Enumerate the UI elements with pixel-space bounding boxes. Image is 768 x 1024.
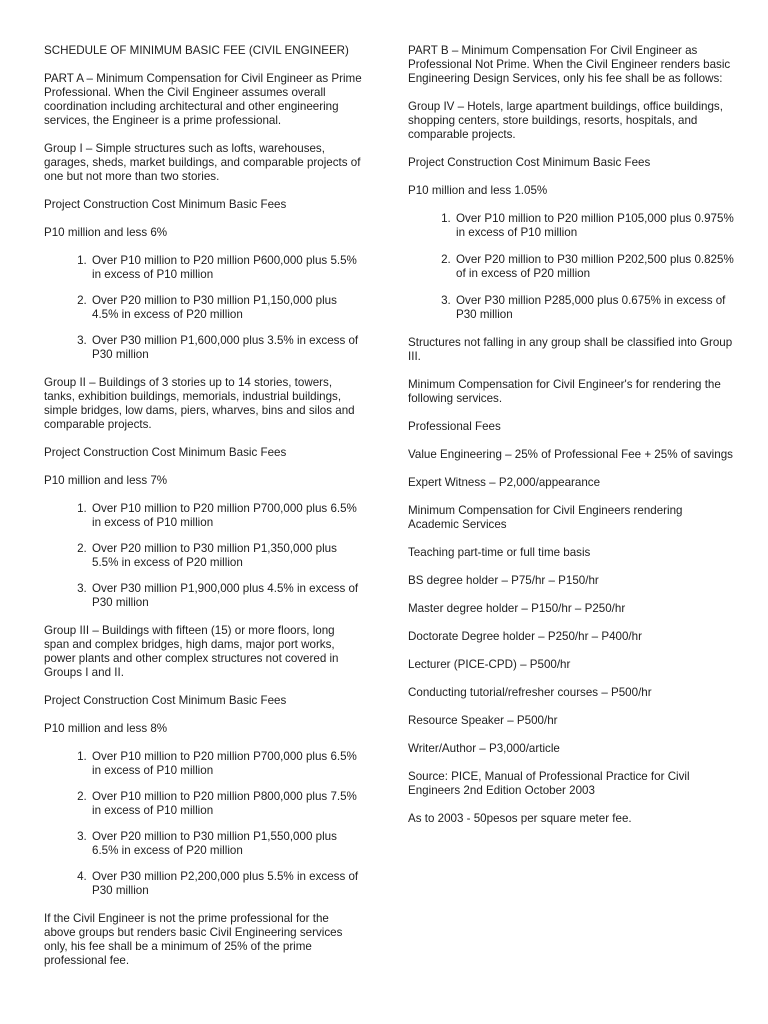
document-title: SCHEDULE OF MINIMUM BASIC FEE (CIVIL ENGINEER) (44, 44, 349, 57)
lecturer-rate: Lecturer (PICE-CPD) – P500/hr (408, 658, 571, 671)
master-degree-rate: Master degree holder – P150/hr – P250/hr (408, 602, 626, 615)
closing-paragraph: If the Civil Engineer is not the prime professional for the above groups but renders basic Civil Engineering services only, his fee shall be a minimum of 25% of the prime professional fee. (44, 912, 343, 967)
part-a-paragraph: PART A – Minimum Compensation for Civil Engineer as Prime Professional. When the Civil Engineer assumes overall coordination including architectural and other engineering services, the Engineer is a prime professional. (44, 72, 362, 127)
group-1-fee-list (44, 254, 362, 362)
list-item: 3. Over P30 million P1,600,000 plus 3.5% in excess of P30 million (90, 334, 362, 362)
doctorate-degree-rate: Doctorate Degree holder – P250/hr – P400/hr (408, 630, 642, 643)
writer-author-rate: Writer/Author – P3,000/article (408, 742, 560, 755)
group-1-description: Group I – Simple structures such as lofts, warehouses, garages, sheds, market buildings, and comparable projects of one but not more than two stories. (44, 142, 361, 183)
list-item: 1. Over P10 million to P20 million P600,000 plus 5.5% in excess of P10 million (90, 254, 362, 282)
group-3-table-header: Project Construction Cost Minimum Basic Fees (44, 694, 287, 707)
bs-degree-rate: BS degree holder – P75/hr – P150/hr (408, 574, 599, 587)
list-item: 2. Over P20 million to P30 million P1,150,000 plus 4.5% in excess of P20 million (90, 294, 362, 322)
source-citation: Source: PICE, Manual of Professional Practice for Civil Engineers 2nd Edition October 2003 (408, 770, 690, 797)
group-2-base-fee: P10 million and less 7% (44, 474, 168, 487)
group-4-fee-list (408, 212, 734, 322)
group-4-table-header: Project Construction Cost Minimum Basic Fees (408, 156, 651, 169)
group-2-fee-list (44, 502, 362, 610)
list-item: 2. Over P20 million to P30 million P202,500 plus 0.825% of in excess of P20 million (454, 253, 734, 281)
value-engineering-fee: Value Engineering – 25% of Professional Fee + 25% of savings (408, 448, 733, 461)
list-item: 3. Over P20 million to P30 million P1,550,000 plus 6.5% in excess of P20 million (90, 830, 362, 858)
group-4-base-fee: P10 million and less 1.05% (408, 184, 548, 197)
group-2-description: Group II – Buildings of 3 stories up to 14 stories, towers, tanks, exhibition buildings, memorials, industrial buildings, simple bridges, low dams, piers, wharves, bins and silos and comparable projects. (44, 376, 355, 431)
list-item: 2. Over P20 million to P30 million P1,350,000 plus 5.5% in excess of P20 million (90, 542, 362, 570)
group-1-table-header: Project Construction Cost Minimum Basic Fees (44, 198, 287, 211)
group-3-base-fee: P10 million and less 8% (44, 722, 168, 735)
academic-services-heading: Minimum Compensation for Civil Engineers rendering Academic Services (408, 504, 683, 531)
group-3-description: Group III – Buildings with fifteen (15) or more floors, long span and complex bridges, high dams, major port works, power plants and other complex structures not covered in Groups I and II. (44, 624, 339, 679)
group-4-description: Group IV – Hotels, large apartment buildings, office buildings, shopping centers, store buildings, resorts, hospitals, and comparable projects. (408, 100, 723, 141)
list-item: 2. Over P10 million to P20 million P800,000 plus 7.5% in excess of P10 million (90, 790, 362, 818)
group-3-fee-list (44, 750, 362, 898)
expert-witness-fee: Expert Witness – P2,000/appearance (408, 476, 601, 489)
right-column (408, 44, 734, 840)
list-item: 1. Over P10 million to P20 million P105,000 plus 0.975% in excess of P10 million (454, 212, 734, 240)
group-2-table-header: Project Construction Cost Minimum Basic Fees (44, 446, 287, 459)
group-1-base-fee: P10 million and less 6% (44, 226, 168, 239)
left-column (44, 44, 362, 982)
services-compensation-heading: Minimum Compensation for Civil Engineer's for rendering the following services. (408, 378, 721, 405)
list-item: 1. Over P10 million to P20 million P700,000 plus 6.5% in excess of P10 million (90, 750, 362, 778)
teaching-basis: Teaching part-time or full time basis (408, 546, 591, 559)
tutorial-rate: Conducting tutorial/refresher courses – P500/hr (408, 686, 652, 699)
list-item: 3. Over P30 million P285,000 plus 0.675% in excess of P30 million (454, 294, 734, 322)
professional-fees-heading: Professional Fees (408, 420, 501, 433)
resource-speaker-rate: Resource Speaker – P500/hr (408, 714, 558, 727)
unclassified-structures-note: Structures not falling in any group shall be classified into Group III. (408, 336, 733, 363)
list-item: 4. Over P30 million P2,200,000 plus 5.5% in excess of P30 million (90, 870, 362, 898)
list-item: 3. Over P30 million P1,900,000 plus 4.5% in excess of P30 million (90, 582, 362, 610)
per-square-meter-note: As to 2003 - 50pesos per square meter fee. (408, 812, 632, 825)
list-item: 1. Over P10 million to P20 million P700,000 plus 6.5% in excess of P10 million (90, 502, 362, 530)
part-b-paragraph: PART B – Minimum Compensation For Civil Engineer as Professional Not Prime. When the Civil Engineer renders basic Engineering Design Services, only his fee shall be as follows: (408, 44, 731, 85)
